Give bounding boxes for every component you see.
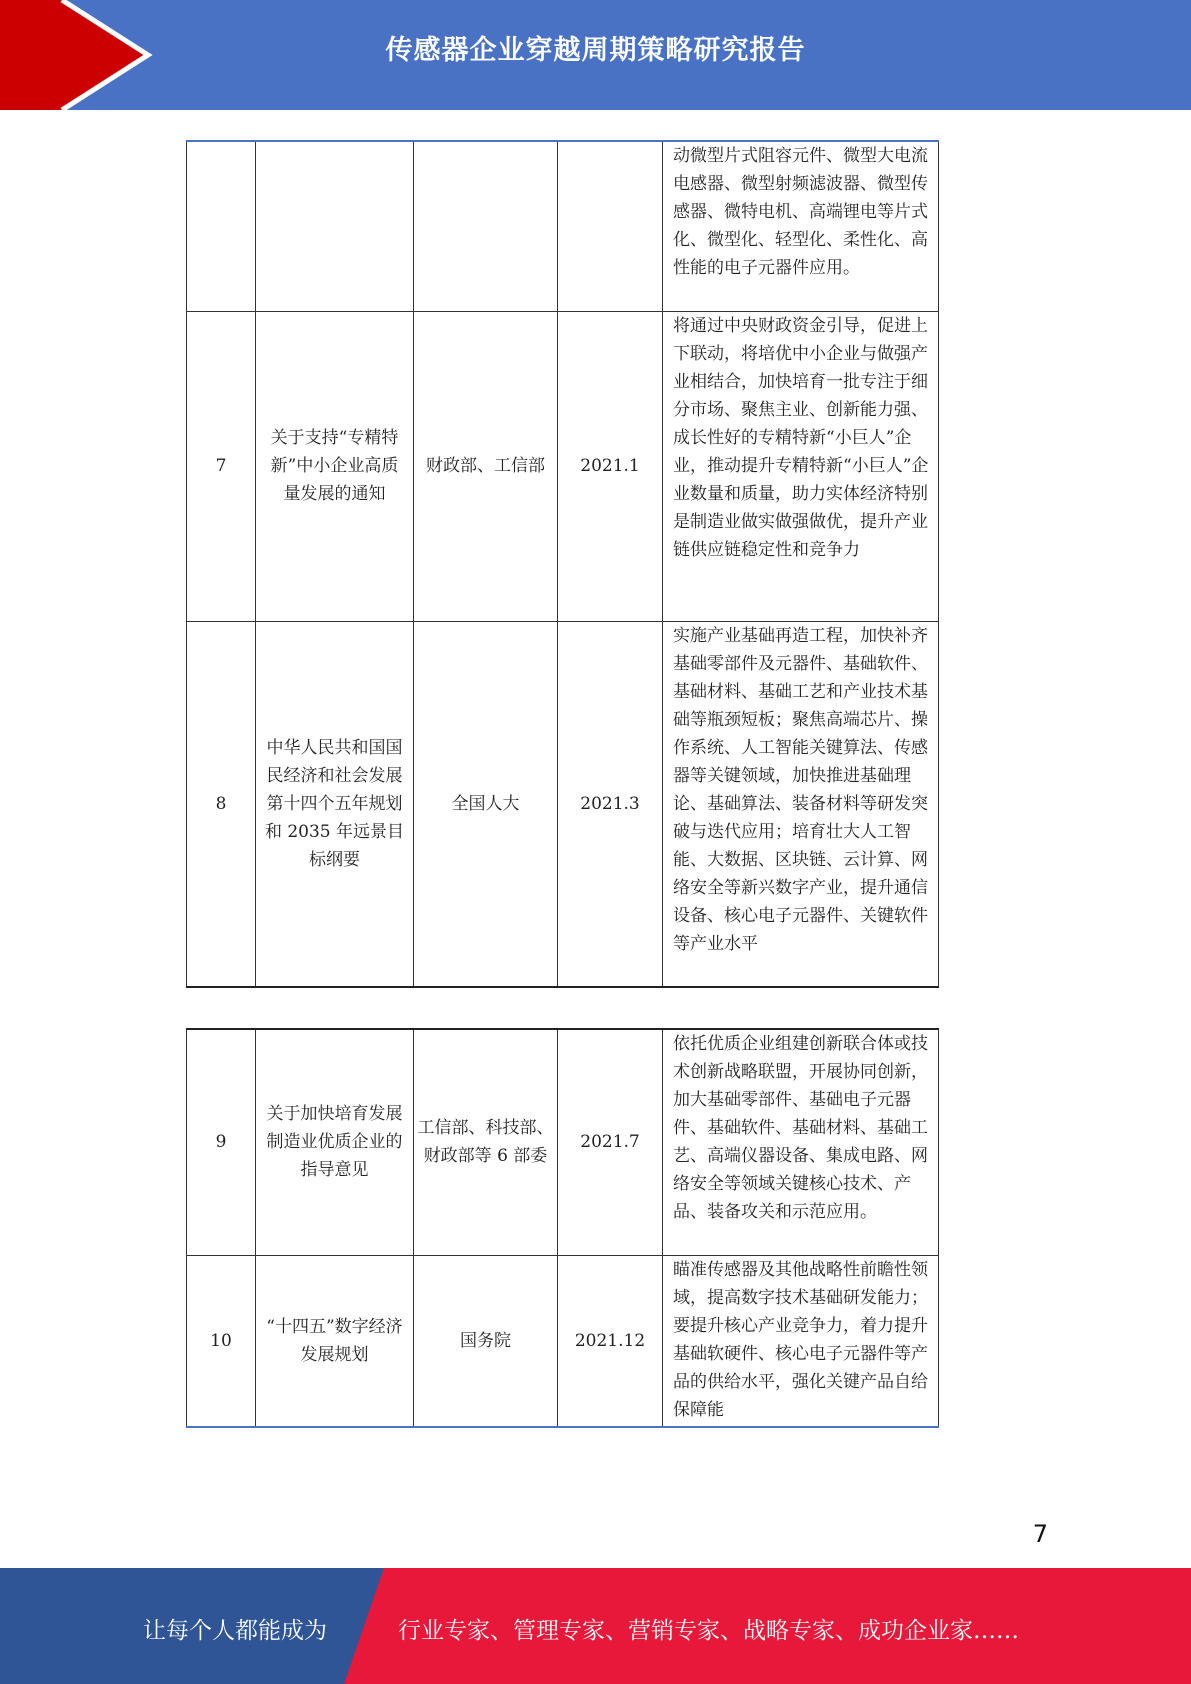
row-number: 10 [187,1255,256,1427]
policy-name: 中华人民共和国国民经济和社会发展第十四个五年规划和 2035 年远景目标纲要 [256,621,414,987]
issue-date: 2021.12 [558,1255,663,1427]
issuing-body: 国务院 [414,1255,558,1427]
row-number: 9 [187,1029,256,1255]
table-row [187,141,939,311]
row-number: 7 [187,311,256,621]
policy-content: 将通过中央财政资金引导，促进上下联动，将培优中小企业与做强产业相结合，加快培育一批专注于细分市场、聚焦主业、创新能力强、成长性好的专精特新“小巨人”企业，推动提升专精特新“小巨人”企业数量和质量，助力实体经济特别是制造业做实做强做优，提升产业链供应链稳定性和竞争力 [663,311,939,621]
issuing-body: 工信部、科技部、财政部等 6 部委 [414,1029,558,1255]
page-number: 7 [1032,1520,1048,1548]
policy-name: “十四五”数字经济发展规划 [256,1255,414,1427]
footer-slogan-left: 让每个人都能成为 [143,1618,327,1644]
issue-date: 2021.7 [558,1029,663,1255]
policy-name [256,141,414,311]
policy-content: 动微型片式阻容元件、微型大电流电感器、微型射频滤波器、微型传感器、微特电机、高端锂电等片式化、微型化、轻型化、柔性化、高性能的电子元器件应用。 [663,141,939,311]
issue-date [558,141,663,311]
row-number [187,141,256,311]
issue-date: 2021.1 [558,311,663,621]
table-row [187,311,939,621]
issuing-body [414,141,558,311]
row-number: 8 [187,621,256,987]
table-row [187,621,939,987]
policy-content: 依托优质企业组建创新联合体或技术创新战略联盟，开展协同创新，加大基础零部件、基础电子元器件、基础软件、基础材料、基础工艺、高端仪器设备、集成电路、网络安全等领域关键核心技术、产品、装备攻关和示范应用。 [663,1029,939,1255]
page-header [0,0,1191,110]
issuing-body: 全国人大 [414,621,558,987]
policy-name: 关于支持“专精特新”中小企业高质量发展的通知 [256,311,414,621]
page-footer [0,1568,1191,1684]
policy-table-part-1 [186,140,939,988]
policy-name: 关于加快培育发展制造业优质企业的指导意见 [256,1029,414,1255]
table-row [187,1255,939,1427]
issue-date: 2021.3 [558,621,663,987]
report-title: 传感器企业穿越周期策略研究报告 [385,35,806,66]
policy-table-part-2 [186,1028,939,1428]
table-row [187,1029,939,1255]
issuing-body: 财政部、工信部 [414,311,558,621]
footer-slogan-right: 行业专家、管理专家、营销专家、战略专家、成功企业家…… [398,1618,1019,1644]
policy-content: 实施产业基础再造工程，加快补齐基础零部件及元器件、基础软件、基础材料、基础工艺和产业技术基础等瓶颈短板；聚焦高端芯片、操作系统、人工智能关键算法、传感器等关键领域，加快推进基础理论、基础算法、装备材料等研发突破与迭代应用；培育壮大人工智能、大数据、区块链、云计算、网络安全等新兴数字产业，提升通信设备、核心电子元器件、关键软件等产业水平 [663,621,939,987]
policy-content: 瞄准传感器及其他战略性前瞻性领域，提高数字技术基础研发能力；要提升核心产业竞争力，着力提升基础软硬件、核心电子元器件等产品的供给水平，强化关键产品自给保障能 [663,1255,939,1427]
